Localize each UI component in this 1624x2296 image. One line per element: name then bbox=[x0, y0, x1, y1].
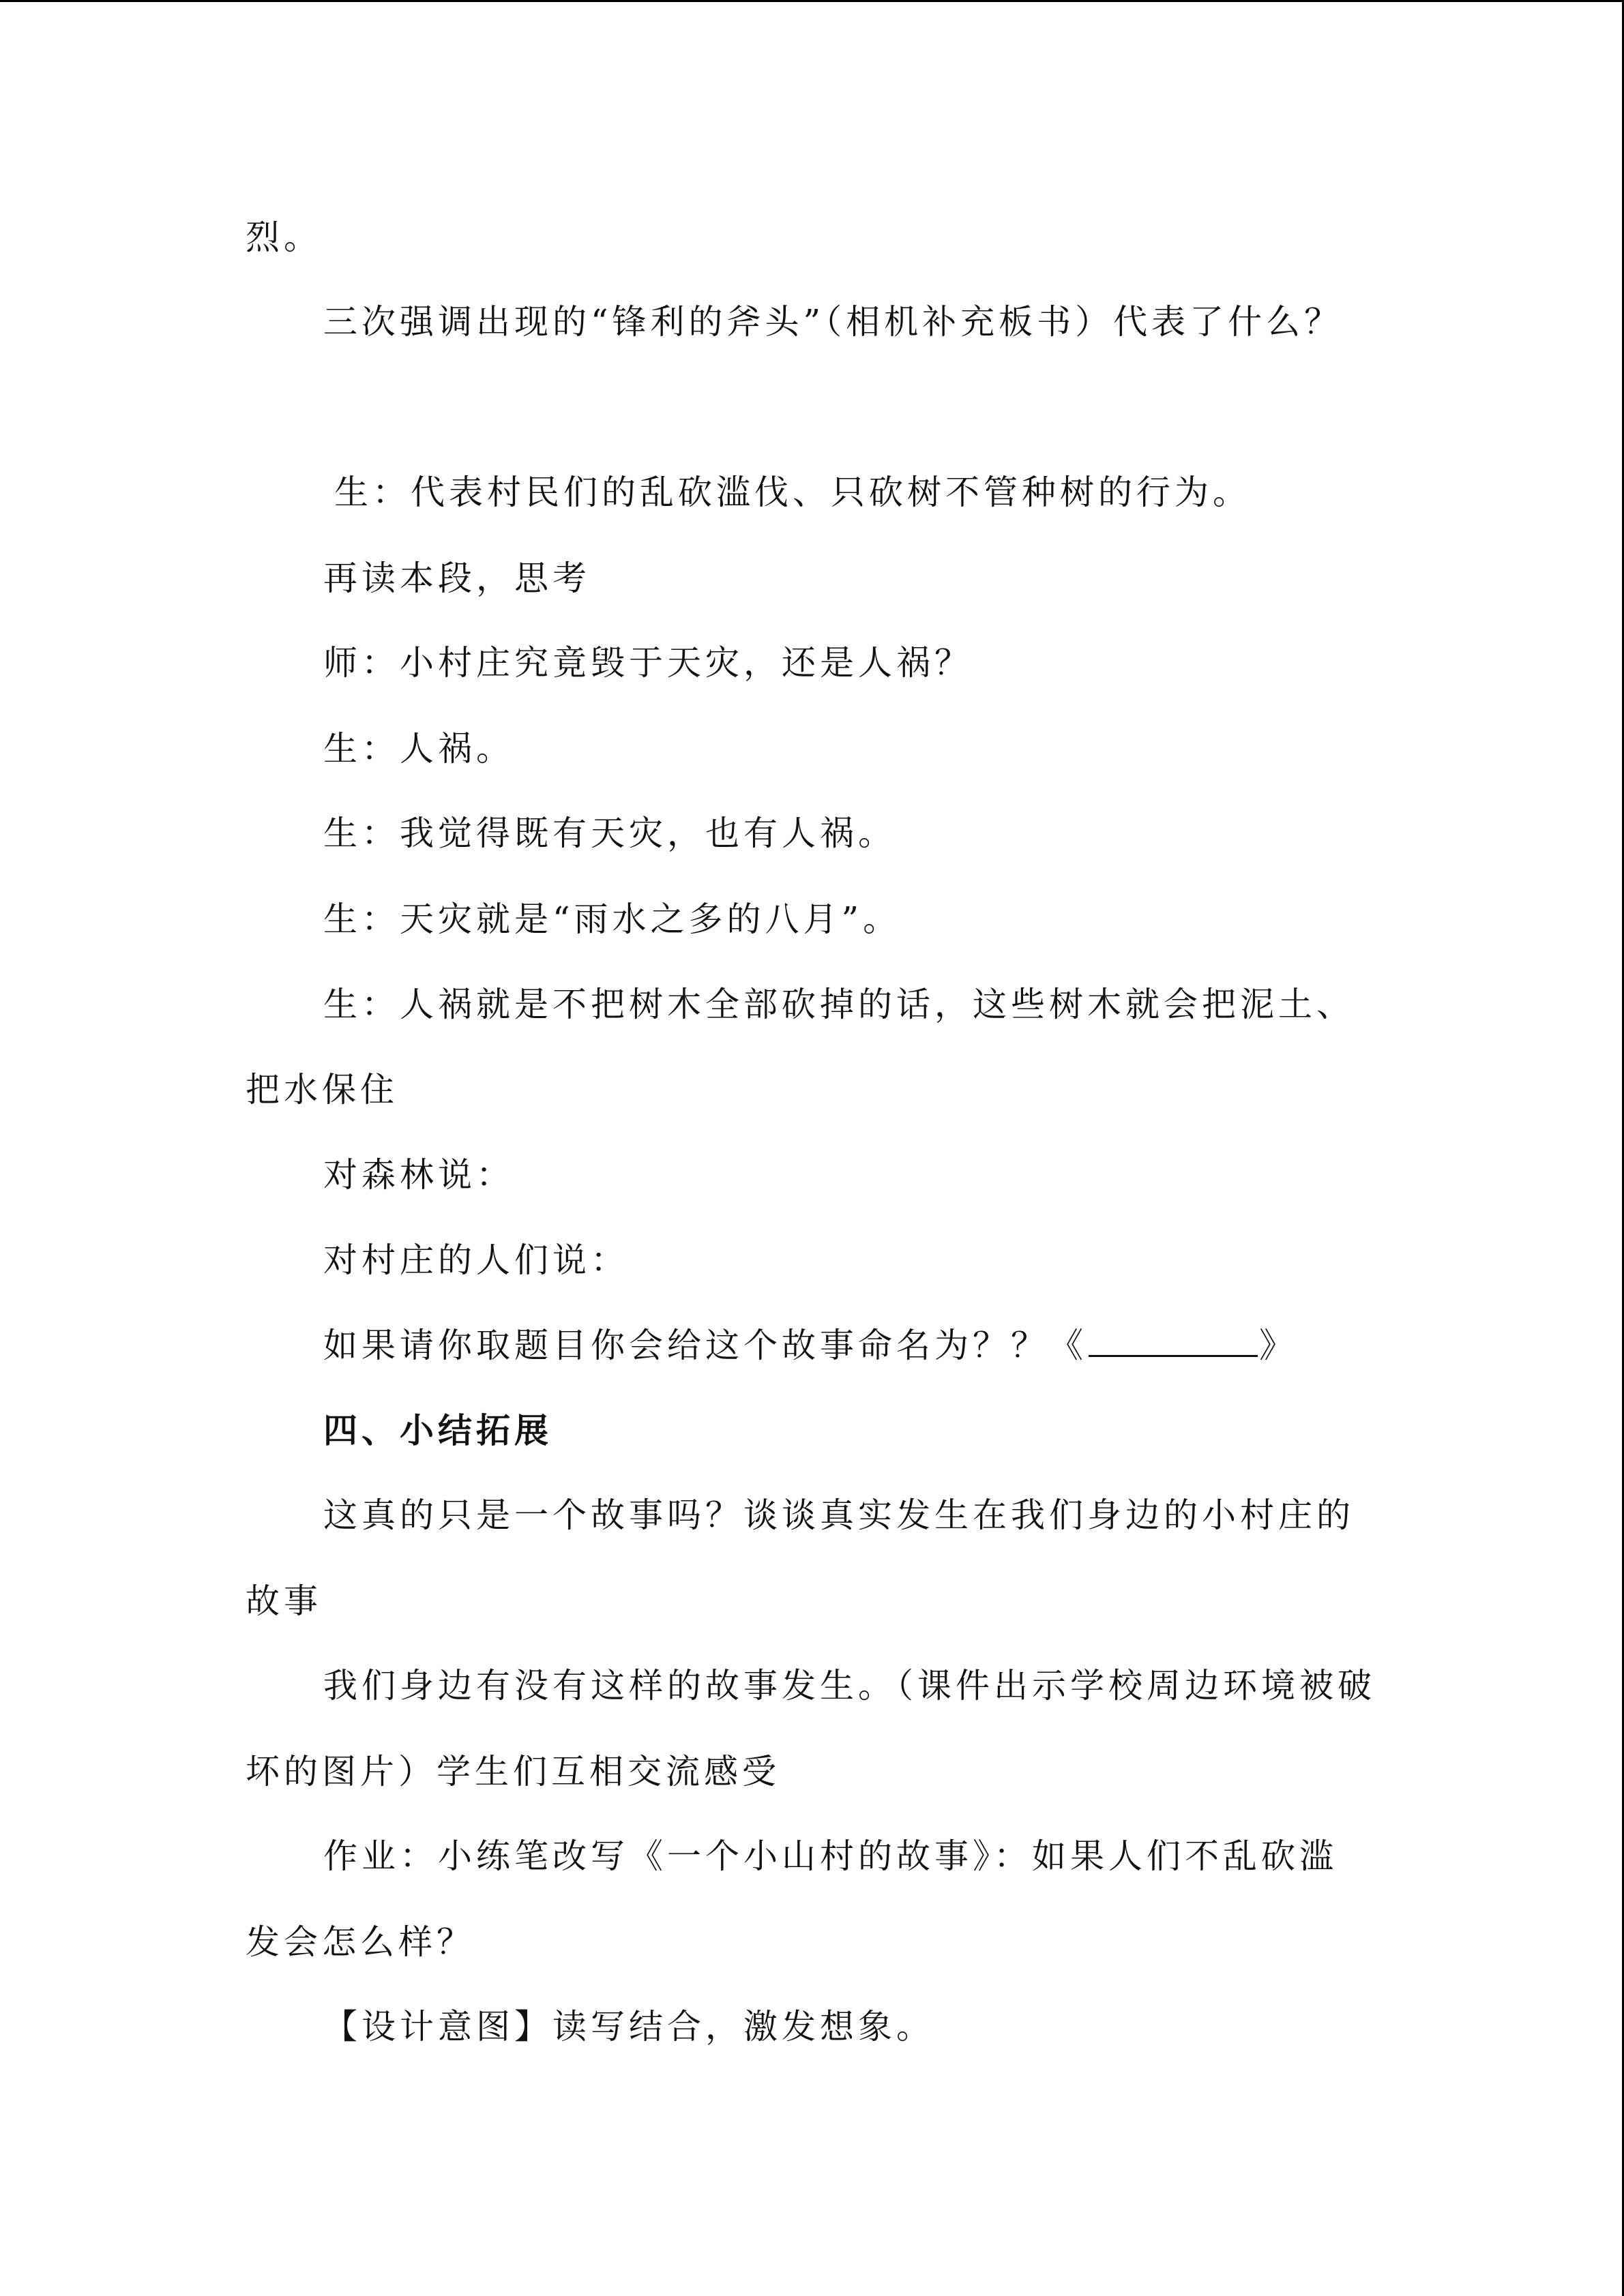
title-prompt-close: 》 bbox=[1259, 1326, 1297, 1365]
homework-continuation: 发会怎么样？ bbox=[246, 1922, 475, 1962]
speak-to-forest: 对森林说： bbox=[323, 1155, 514, 1195]
summary-question-continuation: 故事 bbox=[246, 1581, 322, 1621]
summary-question: 这真的只是一个故事吗？谈谈真实发生在我们身边的小村庄的 bbox=[323, 1495, 1355, 1535]
teacher-question: 师：小村庄究竟毁于天灾，还是人祸？ bbox=[323, 643, 973, 683]
discussion-prompt-continuation: 坏的图片）学生们互相交流感受 bbox=[246, 1752, 780, 1791]
design-intent: 【设计意图】读写结合，激发想象。 bbox=[323, 2007, 934, 2046]
student-answer: 生：代表村民们的乱砍滥伐、只砍树不管种树的行为。 bbox=[334, 473, 1251, 512]
reread-instruction: 再读本段，思考 bbox=[323, 558, 591, 598]
discussion-prompt: 我们身边有没有这样的故事发生。（课件出示学校周边环境被破 bbox=[323, 1666, 1376, 1705]
paragraph-continuation: 烈。 bbox=[246, 218, 322, 257]
homework: 作业：小练笔改写《一个小山村的故事》：如果人们不乱砍滥 bbox=[323, 1836, 1338, 1876]
title-blank bbox=[1089, 1325, 1258, 1357]
student-answer: 生：我觉得既有天灾，也有人祸。 bbox=[323, 814, 896, 853]
page-top-border bbox=[0, 0, 1624, 2]
student-answer-continuation: 把水保住 bbox=[246, 1070, 398, 1109]
title-prompt bbox=[323, 1325, 1297, 1366]
section-heading: 四、小结拓展 bbox=[323, 1411, 552, 1450]
student-answer: 生：天灾就是“雨水之多的八月”。 bbox=[323, 899, 902, 939]
question-axe: 三次强调出现的“锋利的斧头”（相机补充板书）代表了什么？ bbox=[323, 302, 1343, 342]
student-answer: 生：人祸就是不把树木全部砍掉的话，这些树木就会把泥土、 bbox=[323, 985, 1355, 1024]
student-answer: 生：人祸。 bbox=[323, 729, 514, 769]
title-prompt-text: 如果请你取题目你会给这个故事命名为？？《 bbox=[323, 1326, 1087, 1365]
speak-to-villagers: 对村庄的人们说： bbox=[323, 1240, 629, 1280]
